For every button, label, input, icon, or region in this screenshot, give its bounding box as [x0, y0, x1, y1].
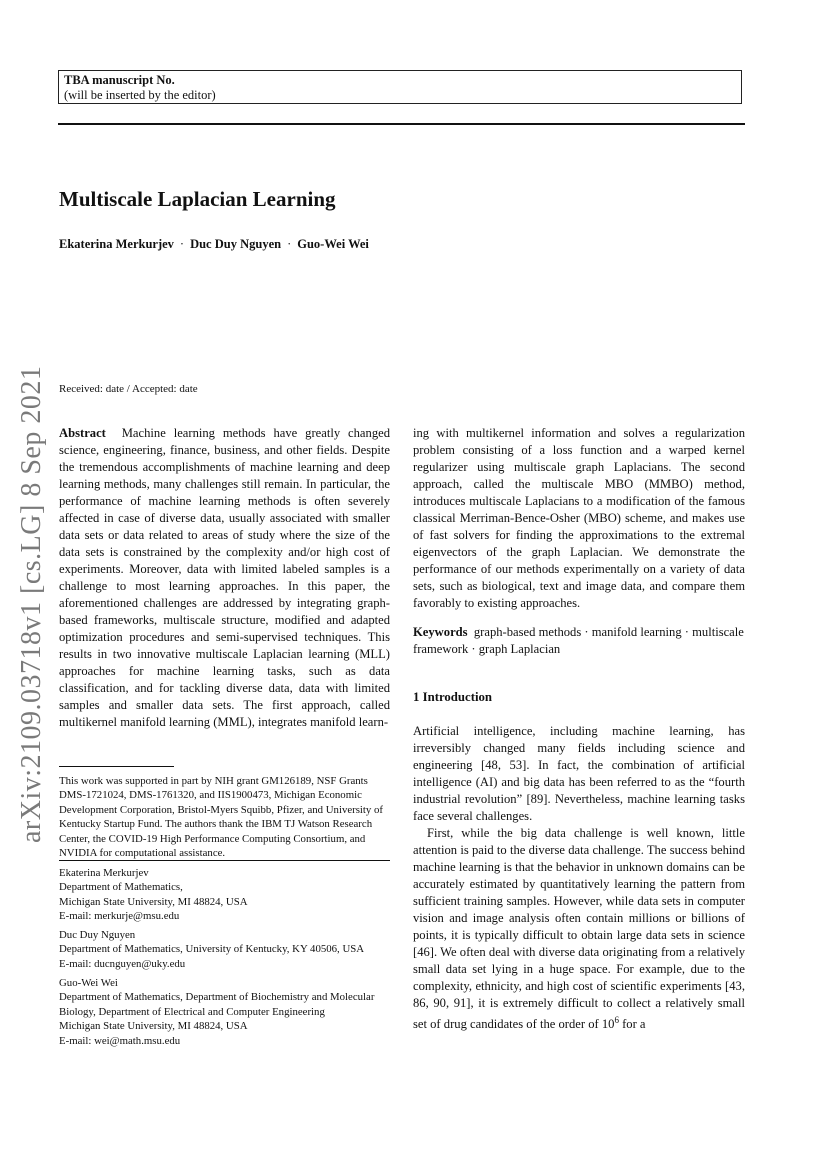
- manuscript-label: TBA manuscript No.: [64, 73, 175, 87]
- intro-paragraph: Artificial intelligence, including machine learning, has irreversibly changed many fields including science and engineering [48, 53]. In fact, the combination of artificial intelligence (AI) and big data has been referred to as the “fourth industrial revolution” [89]. Nevertheless, machine learning tasks face several challenges.: [413, 724, 745, 823]
- affiliation-block: [59, 928, 390, 971]
- footnote-rule: [59, 766, 174, 767]
- author-separator: ·: [179, 237, 185, 251]
- affiliation-line: Department of Mathematics,: [59, 881, 183, 894]
- author-name: Duc Duy Nguyen: [190, 237, 282, 251]
- intro-paragraph: [413, 825, 745, 1033]
- affiliation-line: Michigan State University, MI 48824, USA: [59, 1020, 248, 1033]
- abstract-right: ing with multikernel information and solves a regularization problem consisting of a loss function and a warped kernel regularizer using multiscale graph Laplacians. The second approach, called the multiscale MBO (MMBO) method, introduces multiscale Laplacians to a modification of the famous classical Merriman-Bence-Osher (MBO) scheme, and makes use of fast solvers for finding the approximations to the extremal eigenvectors of the graph Laplacian. We demonstrate the performance of our methods experimentally on a variety of data sets, such as biological, text and image data, and compare them favorably to existing approaches.: [413, 426, 745, 610]
- author-list: [59, 237, 369, 252]
- editor-note: (will be inserted by the editor): [64, 88, 216, 102]
- keywords-text: graph-based methods · manifold learning · multiscale framework · graph Laplacian: [413, 625, 744, 656]
- header-rule: [58, 123, 745, 125]
- section-heading: 1 Introduction: [413, 690, 493, 704]
- affiliation-rule: [59, 860, 390, 861]
- affiliation-email: E-mail: ducnguyen@uky.edu: [59, 957, 186, 970]
- intro-body: [413, 723, 745, 1033]
- manuscript-box: [58, 70, 742, 104]
- affiliation-email: E-mail: merkurje@msu.edu: [59, 910, 180, 923]
- author-name: Guo-Wei Wei: [297, 237, 369, 251]
- affiliation-email: E-mail: wei@math.msu.edu: [59, 1034, 181, 1047]
- intro-paragraph-tail: for a: [618, 1017, 646, 1032]
- affiliation-name: Ekaterina Merkurjev: [59, 867, 149, 879]
- affiliation-line: Michigan State University, MI 48824, USA: [59, 895, 248, 908]
- funding-footnote: This work was supported in part by NIH grant GM126189, NSF Grants DMS-1721024, DMS-1761320, and IIS1900473, Michigan Economic Development Corporation, Bristol-Myers Squibb, Pfizer, and University of Kentucky Startup Fund. The authors thank the IBM TJ Watson Research Center, the COVID-19 High Performance Computing Consortium, and NVIDIA for computational assistance.: [59, 775, 384, 860]
- affiliation-line: Department of Mathematics, University of Kentucky, KY 40506, USA: [59, 943, 365, 956]
- affiliation-block: [59, 866, 390, 924]
- arxiv-stamp: arXiv:2109.03718v1 [cs.LG] 8 Sep 2021: [16, 365, 47, 843]
- intro-paragraph-text: First, while the big data challenge is well known, little attention is paid to the diverse data challenge. The success behind machine learning is that the behavior in unknown domains can be accurately estimated by quantitatively learning the pattern from sufficient training samples. However, while data sets in computer vision and image analysis often contain millions or billions of points, it is typically difficult to obtain large data sets in science [46]. We often deal with diverse data originating from a relatively small data set lying in a huge space. For example, due to the complexity, ethnicity, and high cost of scientific experiments [43, 86, 90, 91], it is extremely difficult to collect a relatively small set of drug candidates of the order of 10: [413, 826, 745, 1032]
- affiliation-line: Department of Mathematics, Department of Biochemistry and Molecular Biology, Department of Electrical and Computer Engineering: [59, 991, 375, 1018]
- keywords: [413, 624, 745, 658]
- abstract-text-left: Machine learning methods have greatly changed science, engineering, finance, business, and other fields. Despite the tremendous accomplishments of machine learning and deep learning methods, many challenges still remain. In particular, the performance of machine learning methods is often severely affected in case of diverse data, usually associated with smaller data sets or data related to areas of study where the size of the data sets is constrained by the complexity and/or high cost of experiments. Moreover, data with limited labeled samples is a challenge to most learning approaches. In this paper, the aforementioned challenges are addressed by integrating graph-based frameworks, multiscale structure, modified and adapted optimization procedures and semi-supervised techniques. This results in two innovative multiscale Laplacian learning (MLL) approaches for machine learning tasks, such as data classification, and for tackling diverse data, data with limited samples and smaller data sets. The first approach, called multikernel manifold learning (MML), integrates manifold learn-: [59, 426, 391, 729]
- paper-title: Multiscale Laplacian Learning: [59, 187, 336, 211]
- author-name: Ekaterina Merkurjev: [59, 237, 174, 251]
- affiliation-block: [59, 976, 390, 1048]
- abstract-label: Abstract: [59, 426, 106, 440]
- exponent: 6: [614, 1015, 619, 1025]
- keywords-label: Keywords: [413, 625, 468, 639]
- affiliation-name: Duc Duy Nguyen: [59, 929, 136, 941]
- affiliation-name: Guo-Wei Wei: [59, 977, 118, 989]
- author-separator: ·: [287, 237, 292, 251]
- abstract-left: [59, 425, 390, 731]
- received-line: Received: date / Accepted: date: [59, 383, 198, 395]
